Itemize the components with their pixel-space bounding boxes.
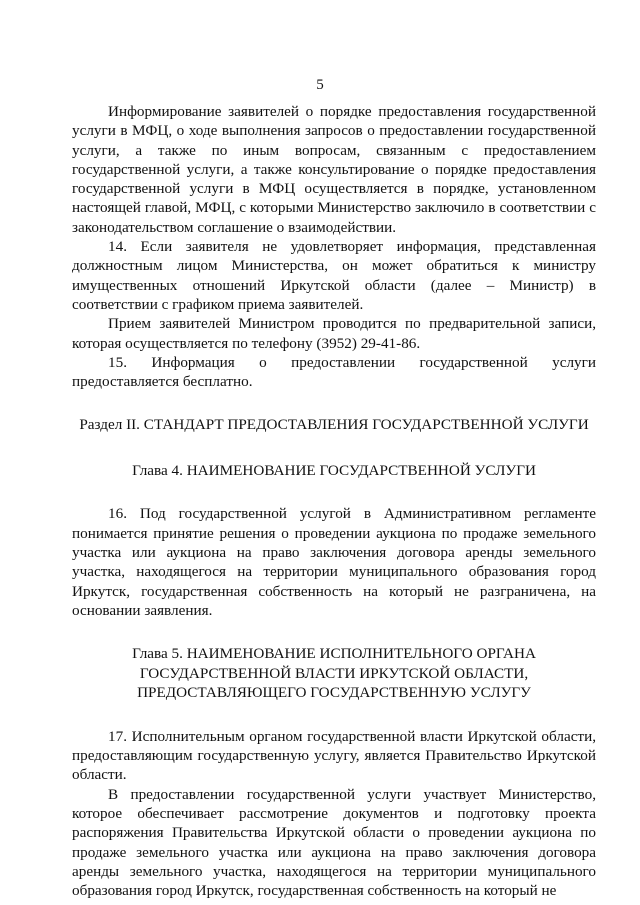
spacer bbox=[72, 435, 596, 461]
chapter-4-title: Глава 4. НАИМЕНОВАНИЕ ГОСУДАРСТВЕННОЙ УСЛУГИ bbox=[132, 461, 536, 479]
paragraph-16: 16. Под государственной услугой в Административном регламенте понимается принятие решения о проведении аукциона по продаже земельного участка или аукциона на право заключения договора аренды земельного участка, находящегося на территории муниципального образования город Иркутск, государственная собственность на который не разграничена, на основании заявления. bbox=[72, 505, 596, 619]
paragraph-14: 14. Если заявителя не удовлетворяет информация, представленная должностным лицом Министерства, он может обратиться к министру имущественных отношений Иркутской области (далее – Министр) в соответствии с графиком приема заявителей. bbox=[72, 238, 596, 313]
spacer bbox=[72, 391, 596, 415]
paragraph-informing: Информирование заявителей о порядке предоставления государственной услуги в МФЦ, о ходе выполнения запросов о предоставлении государственной услуги, а также по иным вопросам, связанным с предоставлением государственной услуги, а также консультирование о порядке предоставления государственной услуги в МФЦ осуществляется в порядке, установленном настоящей главой, МФЦ, с которыми Министерство заключило в соответствии с законодательством соглашение о взаимодействии. bbox=[72, 103, 596, 236]
page-number: 5 bbox=[316, 77, 324, 93]
paragraph-ministry: В предоставлении государственной услуги участвует Министерство, которое обеспечивает рассмотрение документов и подготовку проекта распоряжения Правительства Иркутской области о проведении аукциона по продаже земельного участка или аукциона на право заключения договора аренды земельного участка, находящегося на территории муниципального образования город Иркутск, государственная собственность на который не bbox=[72, 785, 596, 900]
chapter-5-title: Глава 5. НАИМЕНОВАНИЕ ИСПОЛНИТЕЛЬНОГО ОРГАНА ГОСУДАРСТВЕННОЙ ВЛАСТИ ИРКУТСКОЙ ОБЛАСТИ, ПРЕДОСТАВЛЯЮЩЕГО ГОСУДАРСТВЕННУЮ УСЛУГУ bbox=[132, 645, 536, 702]
paragraph-reception: Прием заявителей Министром проводится по предварительной записи, которая осуществляется по телефону (3952) 29-41-86. bbox=[72, 315, 596, 352]
spacer bbox=[72, 703, 596, 727]
spacer bbox=[72, 620, 596, 644]
paragraph-15: 15. Информация о предоставлении государственной услуги предоставляется бесплатно. bbox=[72, 353, 596, 391]
section-title: Раздел II. СТАНДАРТ ПРЕДОСТАВЛЕНИЯ ГОСУДАРСТВЕННОЙ УСЛУГИ bbox=[79, 416, 589, 434]
spacer bbox=[72, 480, 596, 504]
paragraph-17: 17. Исполнительным органом государственной власти Иркутской области, предоставляющим государственную услугу, является Правительство Иркутской области. bbox=[72, 727, 596, 784]
document-body bbox=[72, 102, 596, 900]
